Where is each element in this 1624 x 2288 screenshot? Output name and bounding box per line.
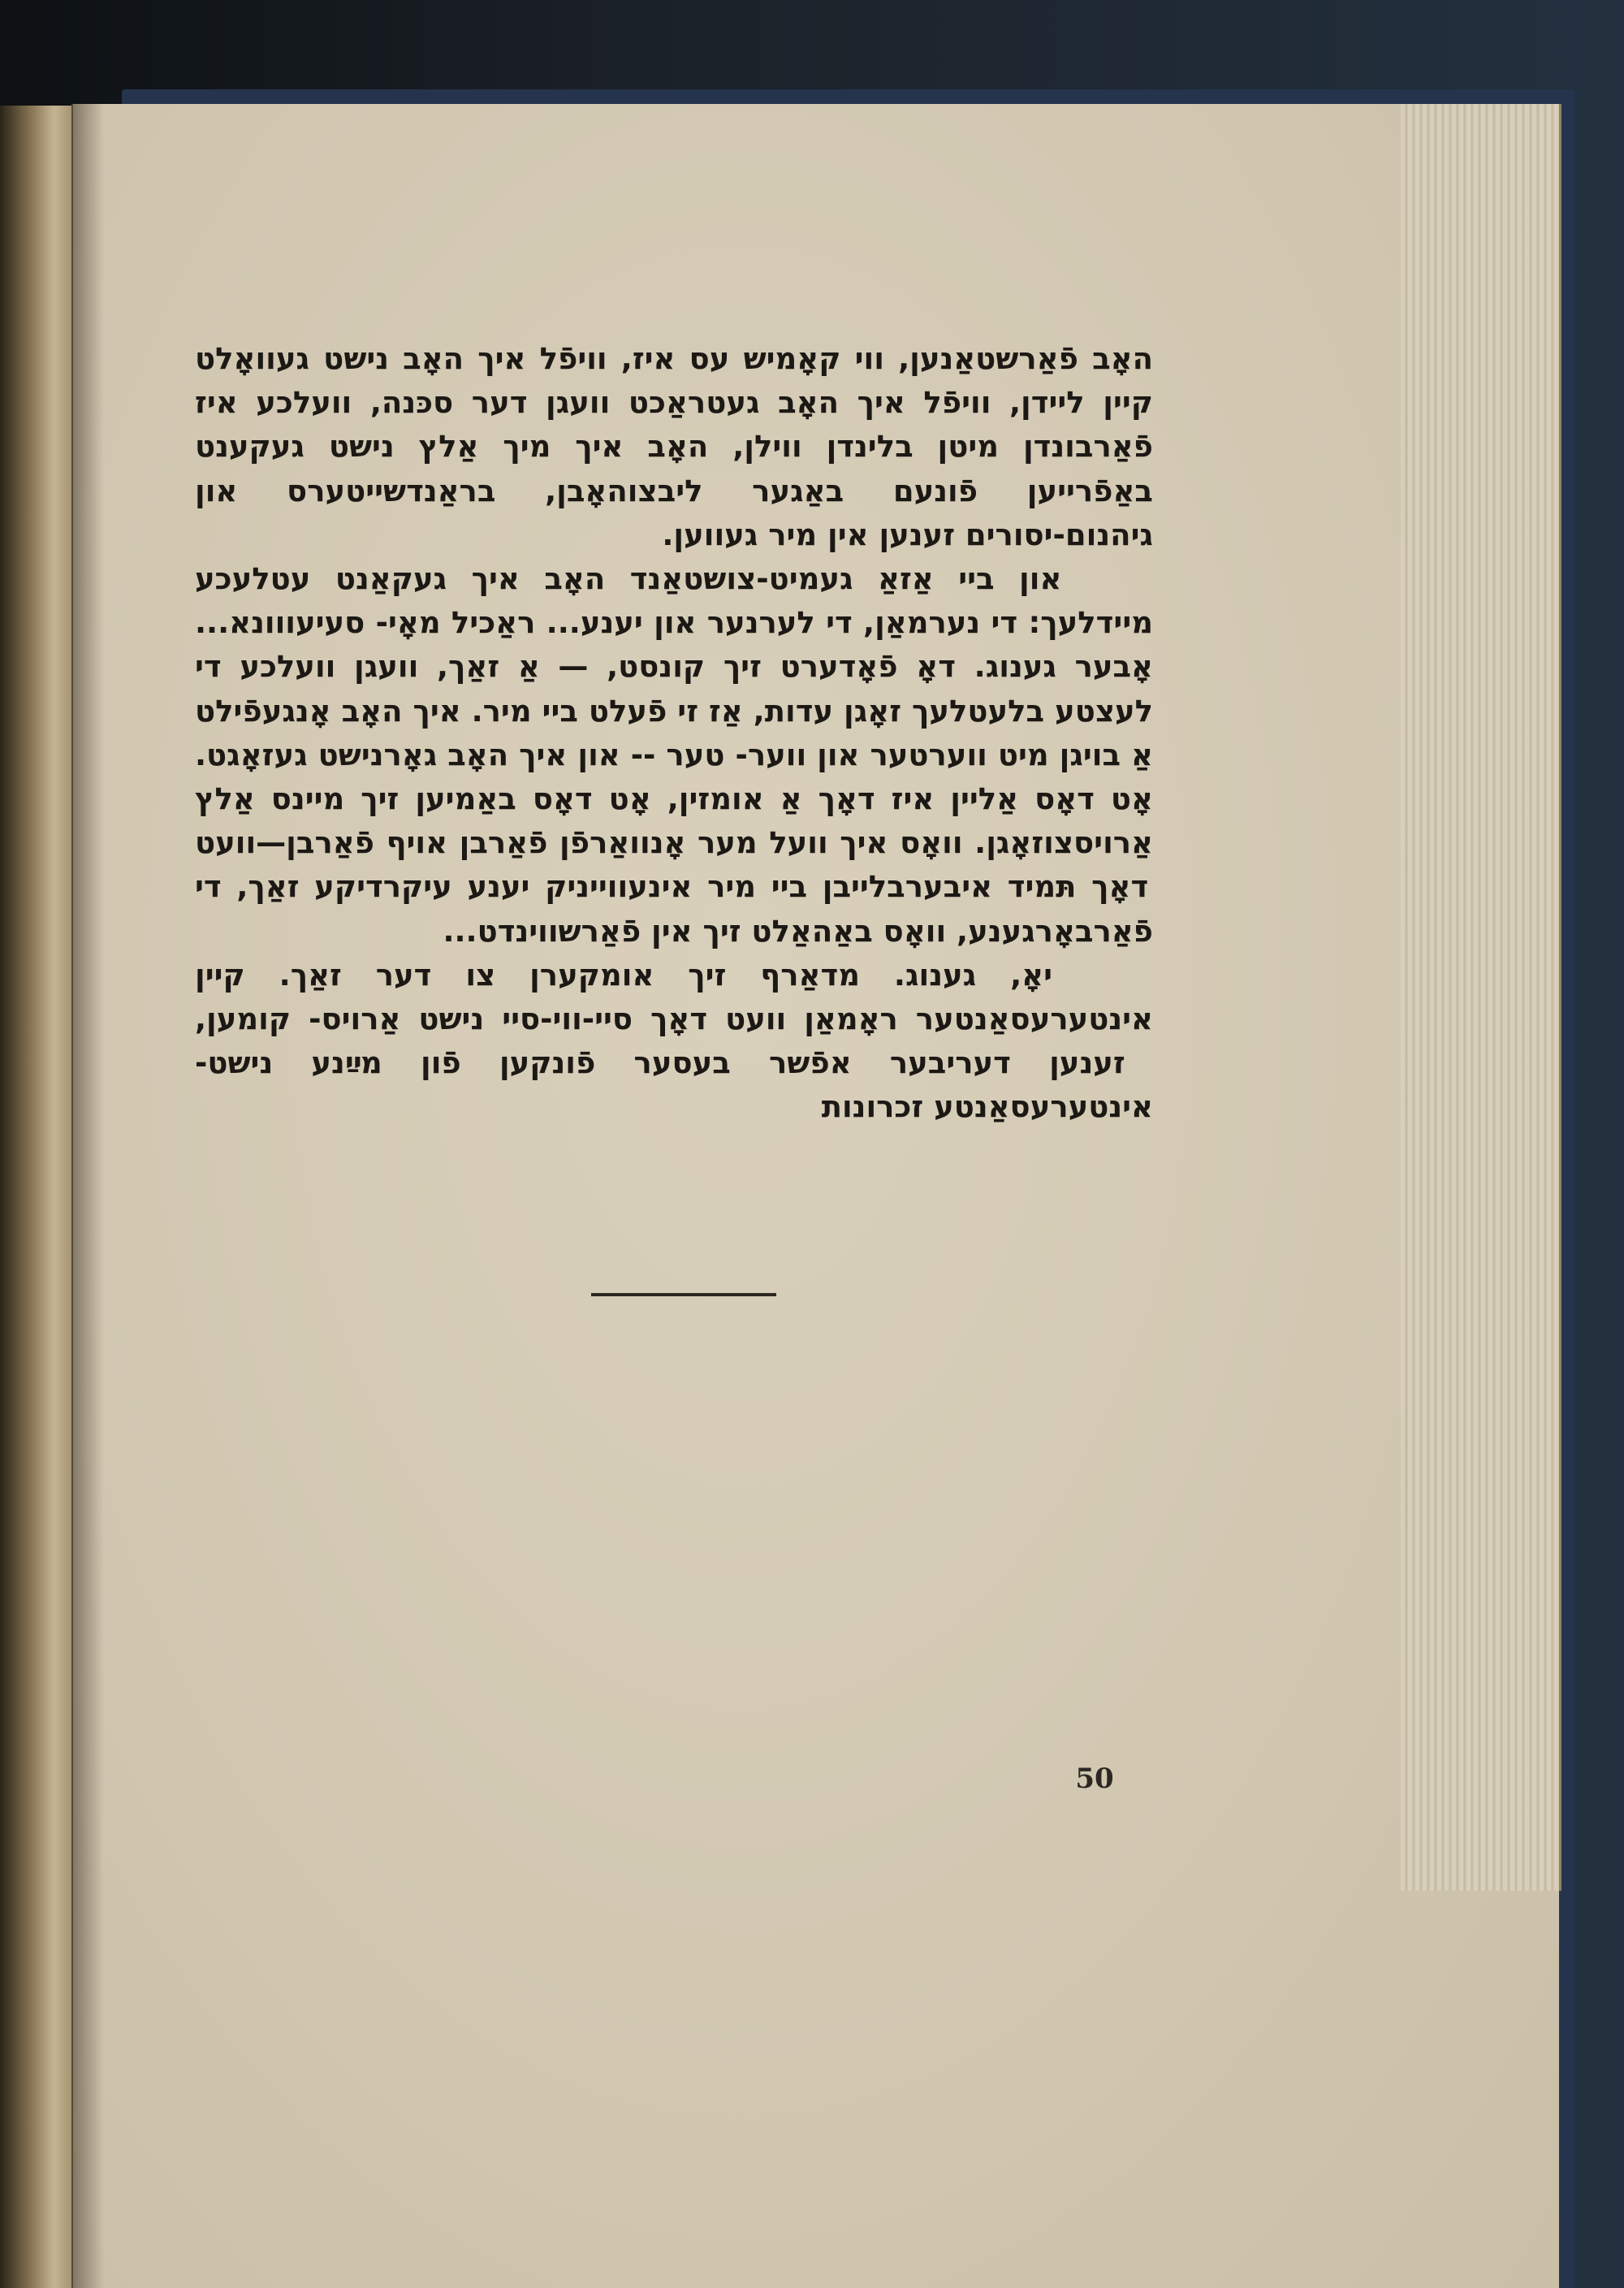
text-line: טער -- און איך האָב גאָרנישט געזאָגט. אָט דאָס אַליין איז דאָך — [195, 737, 1153, 817]
text-line: קומען, זענען דעריבער אפֿשר בעסער פֿונקען פֿון מײַנע נישט- — [195, 1001, 1125, 1081]
text-line: האָב פֿאַרשטאַנען, ווי קאָמיש עס איז, וויפֿל איך האָב נישט — [309, 341, 1153, 376]
previous-page-edge — [0, 106, 77, 2288]
body-text — [195, 337, 1153, 1130]
text-line: וועגן וועלכע די לעצטע בלעטלעך זאָגן עדות, אַז זי פֿעלט — [195, 649, 1154, 729]
paragraph-1 — [195, 337, 1153, 557]
text-line: סכּנה, וועלכע איז פֿאַרבונדן מיטן בלינדן ווילן, האָב איך — [195, 385, 1153, 465]
page-number: 50 — [1075, 1762, 1114, 1795]
text-line: בראַנדשייטערס און גיהנום-יסורים זענען אין מיר געווען. — [195, 473, 1153, 552]
text-line: ביי מיר. איך האָב אָנגעפֿילט אַ בויגן מיט ווערטער און ווער- — [195, 693, 1153, 772]
text-line: איבערבלייבן ביי מיר אינעווייניק יענע עיקרדיקע זאַך, די — [195, 869, 993, 905]
text-line: מיך אַלץ נישט געקענט באַפֿרייען פֿונעם באַגער ליבצוהאָבן, — [195, 429, 1153, 508]
section-end-rule — [591, 1293, 776, 1296]
paragraph-2 — [195, 557, 1153, 954]
text-line: געוואָלט קיין ליידן, וויפֿל איך האָב געטראַכט וועגן דער — [195, 341, 1153, 421]
text-line: אינטערעסאַנטע זכרונות — [821, 1089, 1153, 1125]
paragraph-3 — [195, 954, 1153, 1130]
text-line: פֿאַרבאָרגענע, וואָס באַהאַלט זיך אין פֿאַרשווינדט... — [443, 913, 1153, 949]
page-stack-edge — [1401, 104, 1561, 1891]
text-line: סעיעווונא... אָבער גענוג. דאָ פֿאָדערט זיך קונסט, — אַ זאַך, — [195, 605, 1153, 685]
text-line: מיידלעך: די נערמאַן, די לערנער און יענע... ראַכיל מאָי- — [365, 605, 1153, 641]
page-gutter-shadow — [71, 104, 104, 2288]
text-line: אַ אומזין, אָט דאָס באַמיען זיך מיינס אַלץ אַרויסצוזאָגן. וואָס — [195, 781, 1153, 861]
text-line: אינטערעסאַנטער ראָמאַן וועט דאָך סיי-ווי-סיי נישט אַרויס- — [291, 1001, 1153, 1037]
text-line: יאָ, גענוג. מדאַרף זיך אומקערן צו דער זאַך. קיין — [195, 957, 1052, 993]
text-line: איך וועל מער אָנוואַרפֿן פֿאַרבן אויף פֿאַרבן—וועט דאָך תּמיד — [195, 825, 1149, 905]
text-line: און ביי אַזאַ געמיט-צושטאַנד האָב איך געקאַנט עטלעכע — [195, 561, 1062, 597]
